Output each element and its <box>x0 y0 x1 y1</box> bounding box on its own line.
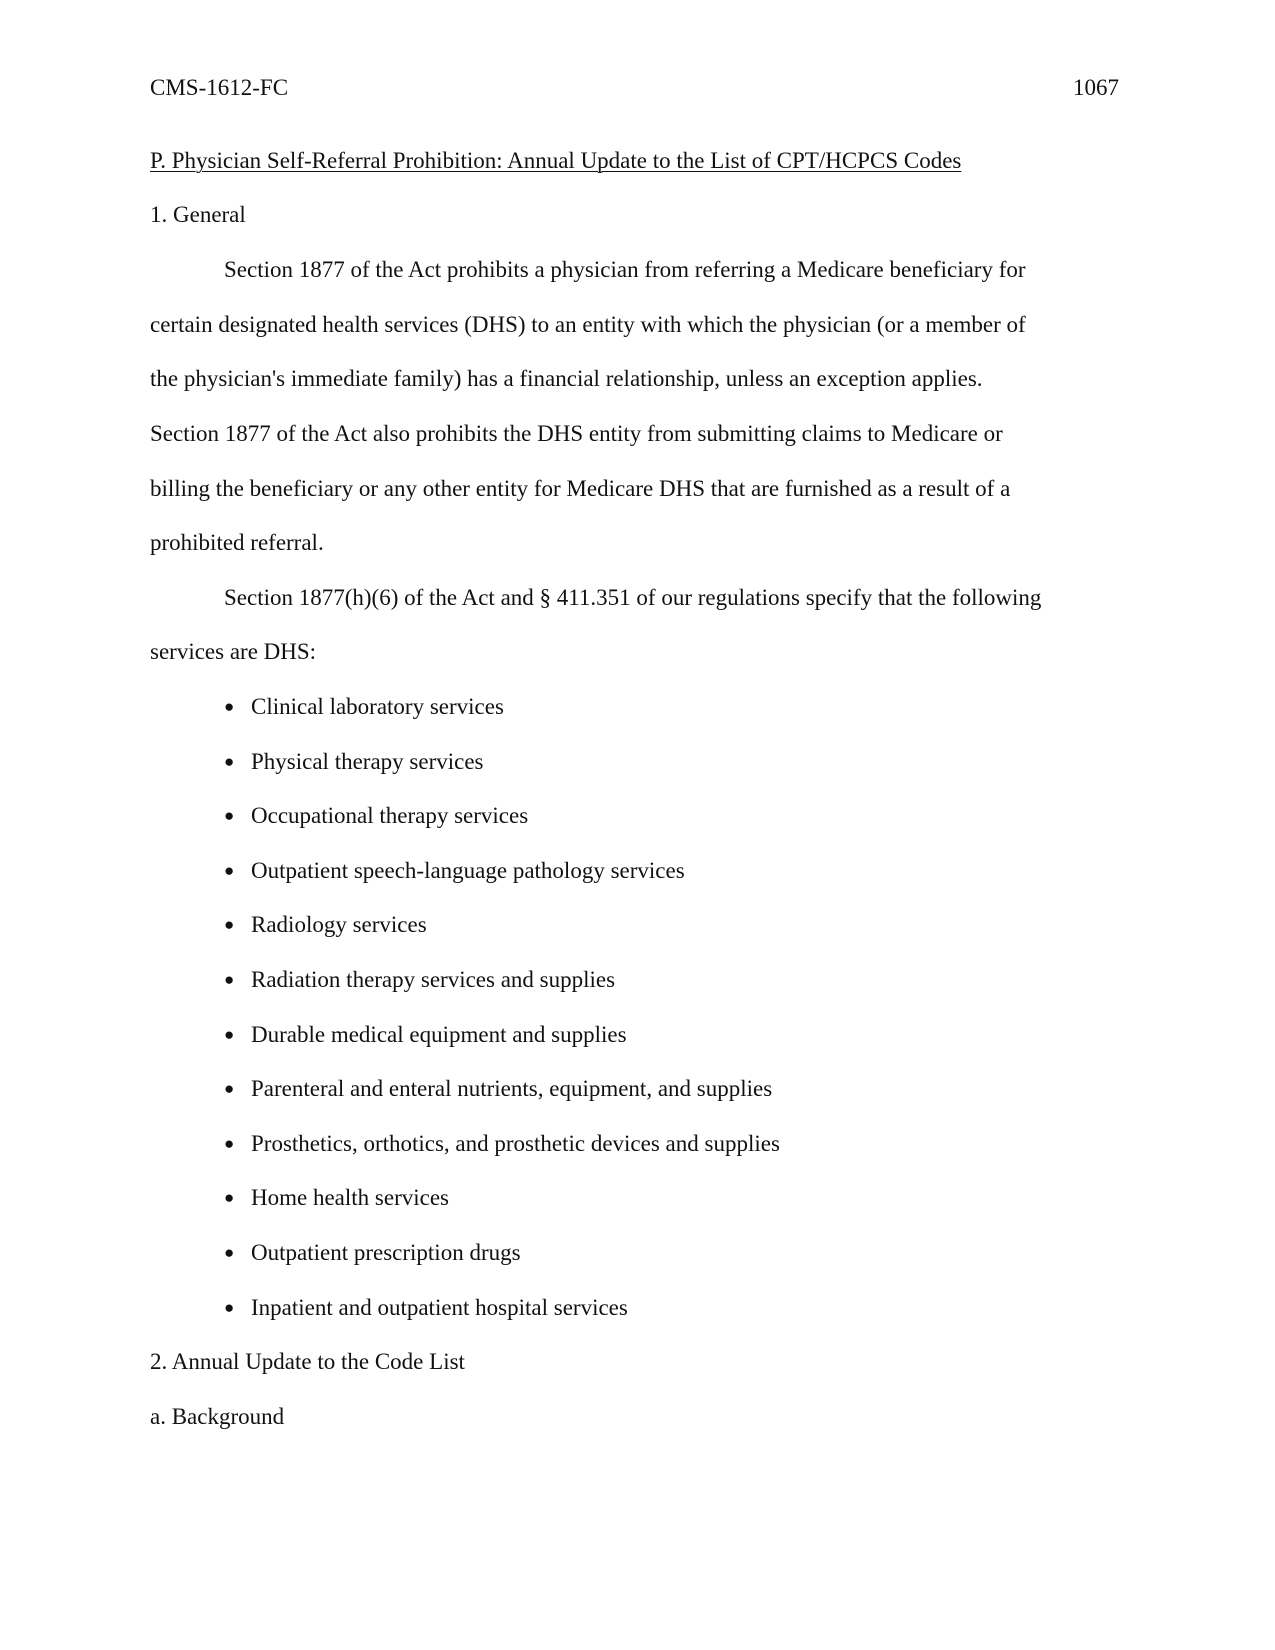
list-item <box>224 1129 780 1159</box>
list-item-label: Inpatient and outpatient hospital services <box>251 1295 628 1320</box>
bullet-icon: ● <box>224 1025 235 1044</box>
paragraph-line: Section 1877 of the Act prohibits a physician from referring a Medicare beneficiary for <box>224 257 1026 282</box>
bullet-icon: ● <box>224 861 235 880</box>
list-item-label: Radiation therapy services and supplies <box>251 967 616 992</box>
page-number: 1067 <box>1073 75 1119 100</box>
bullet-icon: ● <box>224 806 235 825</box>
list-item <box>224 856 685 886</box>
bullet-icon: ● <box>224 1298 235 1317</box>
paragraph-line: services are DHS: <box>150 639 317 664</box>
subsection-heading-background: a. Background <box>150 1404 285 1429</box>
list-item-label: Outpatient speech-language pathology services <box>251 858 685 883</box>
list-item <box>224 910 427 940</box>
subsection-heading-general: 1. General <box>150 202 246 227</box>
list-item-label: Prosthetics, orthotics, and prosthetic devices and supplies <box>251 1131 780 1156</box>
list-item <box>224 1020 627 1050</box>
document-id: CMS-1612-FC <box>150 75 289 100</box>
list-item-label: Physical therapy services <box>251 749 484 774</box>
paragraph-line: billing the beneficiary or any other entity for Medicare DHS that are furnished as a result of a <box>150 476 1011 501</box>
list-item-label: Durable medical equipment and supplies <box>251 1022 627 1047</box>
paragraph-line: Section 1877(h)(6) of the Act and § 411.351 of our regulations specify that the following <box>224 585 1042 610</box>
list-item-label: Home health services <box>251 1185 449 1210</box>
list-item <box>224 1074 772 1104</box>
list-item <box>224 747 483 777</box>
section-title: P. Physician Self-Referral Prohibition: Annual Update to the List of CPT/HCPCS Codes <box>150 148 962 173</box>
bullet-icon: ● <box>224 970 235 989</box>
paragraph-line: prohibited referral. <box>150 530 324 555</box>
bullet-icon: ● <box>224 1243 235 1262</box>
bullet-icon: ● <box>224 1188 235 1207</box>
list-item-label: Outpatient prescription drugs <box>251 1240 521 1265</box>
bullet-icon: ● <box>224 697 235 716</box>
list-item-label: Occupational therapy services <box>251 803 529 828</box>
paragraph-line: Section 1877 of the Act also prohibits the DHS entity from submitting claims to Medicare or <box>150 421 1003 446</box>
list-item <box>224 1293 628 1323</box>
list-item <box>224 1238 521 1268</box>
bullet-icon: ● <box>224 1134 235 1153</box>
paragraph-line: certain designated health services (DHS) to an entity with which the physician (or a member of <box>150 312 1026 337</box>
bullet-icon: ● <box>224 915 235 934</box>
list-item <box>224 692 504 722</box>
list-item-label: Parenteral and enteral nutrients, equipment, and supplies <box>251 1076 773 1101</box>
subsection-heading-annual-update: 2. Annual Update to the Code List <box>150 1349 465 1374</box>
list-item <box>224 965 615 995</box>
list-item-label: Radiology services <box>251 912 427 937</box>
paragraph-line: the physician's immediate family) has a financial relationship, unless an exception applies. <box>150 366 983 391</box>
bullet-icon: ● <box>224 752 235 771</box>
list-item-label: Clinical laboratory services <box>251 694 504 719</box>
bullet-icon: ● <box>224 1079 235 1098</box>
list-item <box>224 801 528 831</box>
list-item <box>224 1183 449 1213</box>
